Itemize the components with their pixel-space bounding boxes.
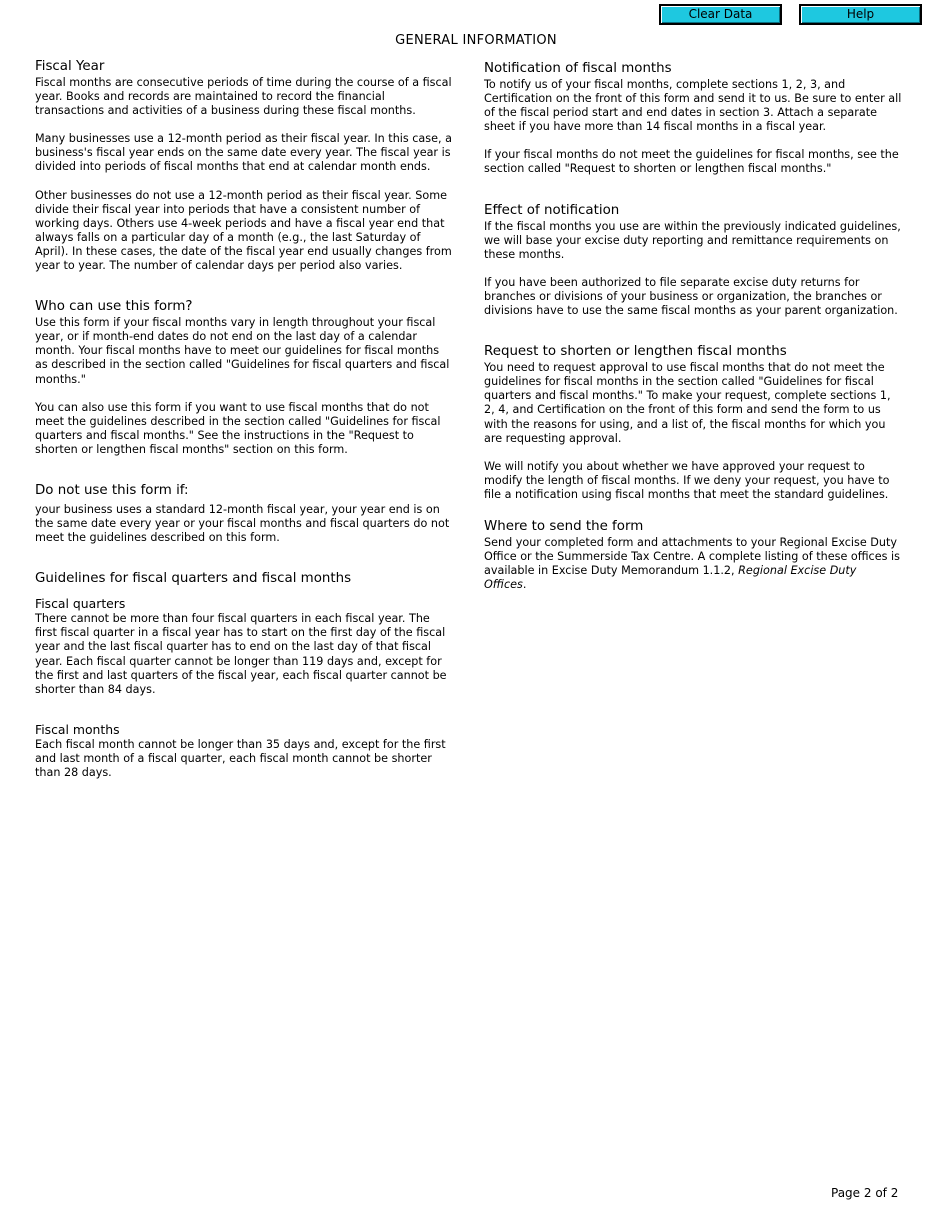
guidelines-heading: Guidelines for fiscal quarters and fiscal months [35, 571, 352, 587]
fiscal-year-heading: Fiscal Year [35, 59, 105, 74]
page-number: Page 2 of 2 [831, 1186, 899, 1200]
where-heading: Where to send the form [484, 518, 644, 534]
do-not-use-paragraph: your business uses a standard 12-month fiscal year, your year end is on the same date every year or your fiscal months and fiscal quarters do not meet the guidelines described on this form. [35, 502, 450, 545]
fiscal-quarters-subheading: Fiscal quarters [35, 596, 126, 612]
effect-paragraph-1: If the fiscal months you use are within the previously indicated guidelines, we will base your excise duty reporting and remittance requirements on these months. [484, 219, 901, 261]
fiscal-year-paragraph-3: Other businesses do not use a 12-month period as their fiscal year. Some divide their fiscal year into periods that have a consistent number of working days. Others use 4-week periods and have a fiscal year end that always falls on a particular day of a month (e.g., the last Saturday of April). In these cases, the date of the fiscal year end usually changes from year to year. The number of calendar days per period also varies. [35, 188, 452, 273]
who-can-use-paragraph-1: Use this form if your fiscal months vary in length throughout your fiscal year, or if month-end dates do not end on the last day of a calendar month. Your fiscal months have to meet our guidelines for fiscal months as described in the section called "Guidelines for fiscal quarters and fiscal months." [35, 316, 450, 386]
help-button[interactable]: Help [799, 4, 922, 25]
page-title: GENERAL INFORMATION [395, 33, 557, 48]
fiscal-year-paragraph-2: Many businesses use a 12-month period as their fiscal year. In this case, a business's fiscal year ends on the same date every year. The fiscal year is divided into periods of fiscal months that end at calendar month ends. [35, 132, 452, 174]
do-not-use-heading: Do not use this form if: [35, 482, 189, 498]
notification-paragraph-1: To notify us of your fiscal months, complete sections 1, 2, 3, and Certification on the front of this form and send it to us. Be sure to enter all of the fiscal period start and end dates in section 3. Attach a separate sheet if you have more than 14 fiscal months in a fiscal year. [484, 78, 902, 134]
fiscal-quarters-paragraph: There cannot be more than four fiscal quarters in each fiscal year. The first fiscal quarter in a fiscal year has to start on the first day of the fiscal year and the last fiscal quarter has to end on the last day of that fiscal year. Each fiscal quarter cannot be longer than 119 days and, except for the first and last quarters of the fiscal year, each fiscal quarter cannot be shorter than 84 days. [35, 612, 447, 696]
left-column [35, 58, 453, 780]
who-can-use-heading: Who can use this form? [35, 299, 193, 315]
request-paragraph-1: You need to request approval to use fiscal months that do not meet the guidelines for fiscal months in the section called "Guidelines for fiscal quarters and fiscal months." To make your request, complete sections 1, 2, 4, and Certification on the front of this form and send the form to us with the reasons for using, and a list of, the fiscal months for which you are requesting approval. [484, 361, 891, 445]
where-paragraph [484, 536, 902, 592]
effect-heading: Effect of notification [484, 202, 620, 218]
notification-paragraph-2: If your fiscal months do not meet the guidelines for fiscal months, see the section called "Request to shorten or lengthen fiscal months." [484, 148, 899, 176]
fiscal-months-paragraph: Each fiscal month cannot be longer than 35 days and, except for the first and last month of a fiscal quarter, each fiscal month cannot be shorter than 28 days. [35, 737, 446, 779]
request-paragraph-2: We will notify you about whether we have approved your request to modify the length of fiscal months. If we deny your request, you have to file a notification using fiscal months that meet the standard guidelines. [484, 459, 890, 501]
notification-heading: Notification of fiscal months [484, 61, 672, 76]
clear-data-button[interactable]: Clear Data [659, 4, 782, 25]
who-can-use-paragraph-2: You can also use this form if you want to use fiscal months that do not meet the guidelines described in the section called "Guidelines for fiscal quarters and fiscal months." See the instructions in the "Request to shorten or lengthen fiscal months" section on this form. [35, 400, 441, 456]
where-text: Send your completed form and attachments to your Regional Excise Duty Office or the Summerside Tax Centre. A complete listing of these offices is available in Excise Duty Memorandum 1.1.2, [484, 535, 900, 578]
fiscal-year-paragraph-1: Fiscal months are consecutive periods of time during the course of a fiscal year. Books and records are maintained to record the financial transactions and activities of a business during these fiscal months. [35, 76, 452, 118]
where-text-end: . [522, 578, 527, 592]
offices-reference: Regional Excise Duty Offices [484, 564, 857, 592]
right-column [484, 60, 902, 592]
effect-paragraph-2: If you have been authorized to file separate excise duty returns for branches or divisions of your business or organization, the branches or divisions have to use the same fiscal months as your parent organization. [484, 275, 898, 318]
request-heading: Request to shorten or lengthen fiscal months [484, 344, 787, 360]
fiscal-months-subheading: Fiscal months [35, 721, 120, 737]
